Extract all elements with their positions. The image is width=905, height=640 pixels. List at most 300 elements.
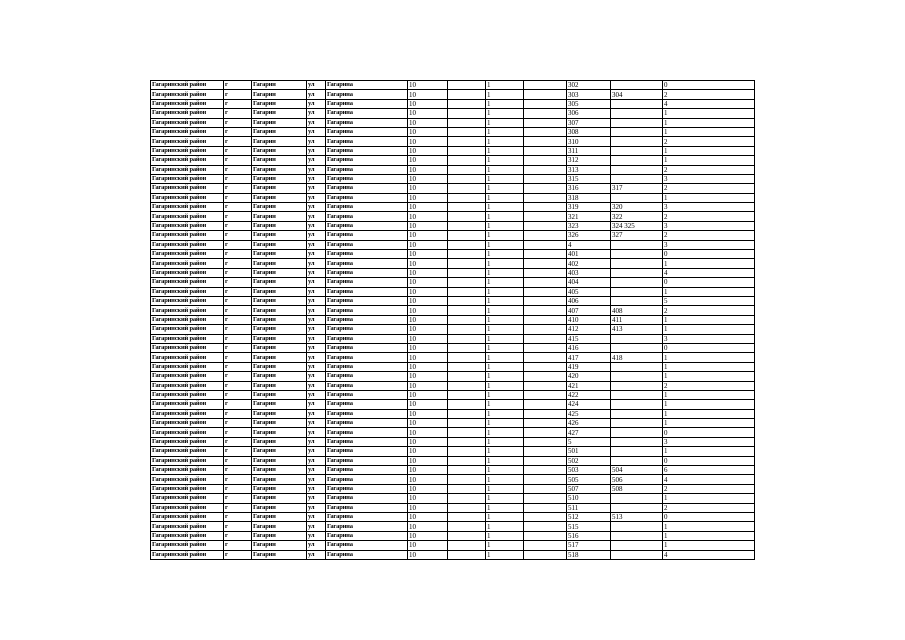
- district-cell: Гагаринский район: [151, 447, 224, 456]
- table-row: [151, 372, 755, 381]
- district-cell: Гагаринский район: [151, 156, 224, 165]
- table-row: [151, 334, 755, 343]
- empty-cell: [524, 419, 567, 428]
- count-cell: 6: [663, 466, 755, 475]
- house-cell: 318: [567, 193, 611, 202]
- table-row: [151, 428, 755, 437]
- settlement-cell: Гагарин: [252, 146, 307, 155]
- count-cell: 1: [663, 522, 755, 531]
- street-type-cell: ул: [307, 174, 326, 183]
- empty-cell: [524, 278, 567, 287]
- district-cell: Гагаринский район: [151, 494, 224, 503]
- house-extra-cell: [611, 137, 663, 146]
- district-cell: Гагаринский район: [151, 503, 224, 512]
- flag-cell: 1: [486, 127, 524, 136]
- empty-cell: [448, 184, 486, 193]
- settlement-type-cell: г: [224, 90, 252, 99]
- table-row: [151, 137, 755, 146]
- street-type-cell: ул: [307, 81, 326, 90]
- street-type-cell: ул: [307, 512, 326, 521]
- settlement-cell: Гагарин: [252, 353, 307, 362]
- district-cell: Гагаринский район: [151, 522, 224, 531]
- number-cell: 10: [408, 522, 448, 531]
- empty-cell: [448, 541, 486, 550]
- street-cell: Гагарина: [326, 372, 408, 381]
- settlement-type-cell: г: [224, 109, 252, 118]
- house-cell: 305: [567, 99, 611, 108]
- settlement-type-cell: г: [224, 203, 252, 212]
- empty-cell: [448, 503, 486, 512]
- number-cell: 10: [408, 268, 448, 277]
- house-cell: 5: [567, 437, 611, 446]
- settlement-cell: Гагарин: [252, 250, 307, 259]
- street-cell: Гагарина: [326, 212, 408, 221]
- empty-cell: [448, 240, 486, 249]
- empty-cell: [524, 400, 567, 409]
- street-cell: Гагарина: [326, 475, 408, 484]
- number-cell: 10: [408, 315, 448, 324]
- count-cell: 3: [663, 174, 755, 183]
- settlement-cell: Гагарин: [252, 419, 307, 428]
- street-type-cell: ул: [307, 127, 326, 136]
- house-cell: 310: [567, 137, 611, 146]
- number-cell: 10: [408, 240, 448, 249]
- number-cell: 10: [408, 381, 448, 390]
- street-cell: Гагарина: [326, 174, 408, 183]
- empty-cell: [524, 343, 567, 352]
- house-cell: 326: [567, 231, 611, 240]
- flag-cell: 1: [486, 550, 524, 559]
- count-cell: 1: [663, 325, 755, 334]
- flag-cell: 1: [486, 428, 524, 437]
- flag-cell: 1: [486, 109, 524, 118]
- empty-cell: [448, 231, 486, 240]
- house-cell: 407: [567, 306, 611, 315]
- street-type-cell: ул: [307, 325, 326, 334]
- house-cell: 307: [567, 118, 611, 127]
- number-cell: 10: [408, 400, 448, 409]
- empty-cell: [524, 306, 567, 315]
- flag-cell: 1: [486, 437, 524, 446]
- street-type-cell: ул: [307, 146, 326, 155]
- street-cell: Гагарина: [326, 522, 408, 531]
- house-extra-cell: 317: [611, 184, 663, 193]
- house-cell: 416: [567, 343, 611, 352]
- street-cell: Гагарина: [326, 494, 408, 503]
- street-type-cell: ул: [307, 466, 326, 475]
- flag-cell: 1: [486, 184, 524, 193]
- empty-cell: [448, 212, 486, 221]
- empty-cell: [448, 156, 486, 165]
- settlement-cell: Гагарин: [252, 137, 307, 146]
- house-extra-cell: [611, 381, 663, 390]
- street-cell: Гагарина: [326, 296, 408, 305]
- empty-cell: [524, 296, 567, 305]
- table-row: [151, 343, 755, 352]
- empty-cell: [524, 503, 567, 512]
- settlement-type-cell: г: [224, 278, 252, 287]
- settlement-type-cell: г: [224, 494, 252, 503]
- empty-cell: [524, 541, 567, 550]
- house-cell: 302: [567, 81, 611, 90]
- flag-cell: 1: [486, 81, 524, 90]
- count-cell: 0: [663, 81, 755, 90]
- flag-cell: 1: [486, 362, 524, 371]
- house-extra-cell: [611, 156, 663, 165]
- number-cell: 10: [408, 531, 448, 540]
- street-type-cell: ул: [307, 137, 326, 146]
- empty-cell: [448, 522, 486, 531]
- house-cell: 420: [567, 372, 611, 381]
- flag-cell: 1: [486, 456, 524, 465]
- settlement-cell: Гагарин: [252, 127, 307, 136]
- house-extra-cell: [611, 447, 663, 456]
- table-row: [151, 268, 755, 277]
- street-cell: Гагарина: [326, 343, 408, 352]
- house-extra-cell: 413: [611, 325, 663, 334]
- number-cell: 10: [408, 541, 448, 550]
- settlement-type-cell: г: [224, 127, 252, 136]
- house-cell: 516: [567, 531, 611, 540]
- count-cell: 2: [663, 484, 755, 493]
- flag-cell: 1: [486, 315, 524, 324]
- table-row: [151, 212, 755, 221]
- district-cell: Гагаринский район: [151, 146, 224, 155]
- house-cell: 405: [567, 287, 611, 296]
- empty-cell: [448, 259, 486, 268]
- house-extra-cell: 324 325: [611, 221, 663, 230]
- street-cell: Гагарина: [326, 456, 408, 465]
- number-cell: 10: [408, 81, 448, 90]
- street-cell: Гагарина: [326, 109, 408, 118]
- empty-cell: [524, 240, 567, 249]
- flag-cell: 1: [486, 494, 524, 503]
- flag-cell: 1: [486, 203, 524, 212]
- number-cell: 10: [408, 409, 448, 418]
- settlement-type-cell: г: [224, 362, 252, 371]
- settlement-type-cell: г: [224, 146, 252, 155]
- empty-cell: [524, 315, 567, 324]
- number-cell: 10: [408, 306, 448, 315]
- table-row: [151, 118, 755, 127]
- house-extra-cell: [611, 268, 663, 277]
- settlement-type-cell: г: [224, 409, 252, 418]
- table-row: [151, 512, 755, 521]
- table-row: [151, 259, 755, 268]
- street-type-cell: ул: [307, 447, 326, 456]
- number-cell: 10: [408, 250, 448, 259]
- house-extra-cell: [611, 240, 663, 249]
- street-cell: Гагарина: [326, 334, 408, 343]
- house-extra-cell: [611, 287, 663, 296]
- count-cell: 1: [663, 409, 755, 418]
- flag-cell: 1: [486, 334, 524, 343]
- empty-cell: [448, 287, 486, 296]
- empty-cell: [448, 419, 486, 428]
- count-cell: 1: [663, 118, 755, 127]
- table-row: [151, 193, 755, 202]
- flag-cell: 1: [486, 531, 524, 540]
- district-cell: Гагаринский район: [151, 90, 224, 99]
- settlement-type-cell: г: [224, 484, 252, 493]
- empty-cell: [524, 118, 567, 127]
- street-cell: Гагарина: [326, 428, 408, 437]
- empty-cell: [448, 437, 486, 446]
- table-row: [151, 390, 755, 399]
- settlement-type-cell: г: [224, 381, 252, 390]
- house-extra-cell: [611, 372, 663, 381]
- table-row: [151, 494, 755, 503]
- house-cell: 401: [567, 250, 611, 259]
- flag-cell: 1: [486, 90, 524, 99]
- flag-cell: 1: [486, 353, 524, 362]
- house-cell: 311: [567, 146, 611, 155]
- empty-cell: [448, 118, 486, 127]
- table-row: [151, 381, 755, 390]
- settlement-cell: Гагарин: [252, 475, 307, 484]
- house-cell: 412: [567, 325, 611, 334]
- settlement-cell: Гагарин: [252, 437, 307, 446]
- house-extra-cell: [611, 390, 663, 399]
- flag-cell: 1: [486, 466, 524, 475]
- table-row: [151, 146, 755, 155]
- count-cell: 2: [663, 231, 755, 240]
- empty-cell: [448, 353, 486, 362]
- settlement-type-cell: г: [224, 212, 252, 221]
- settlement-type-cell: г: [224, 447, 252, 456]
- count-cell: 5: [663, 296, 755, 305]
- house-cell: 316: [567, 184, 611, 193]
- number-cell: 10: [408, 278, 448, 287]
- empty-cell: [448, 268, 486, 277]
- street-type-cell: ул: [307, 296, 326, 305]
- address-table: [150, 80, 755, 560]
- empty-cell: [448, 531, 486, 540]
- district-cell: Гагаринский район: [151, 137, 224, 146]
- house-cell: 518: [567, 550, 611, 559]
- house-extra-cell: [611, 550, 663, 559]
- house-cell: 511: [567, 503, 611, 512]
- district-cell: Гагаринский район: [151, 278, 224, 287]
- street-cell: Гагарина: [326, 193, 408, 202]
- street-cell: Гагарина: [326, 315, 408, 324]
- house-cell: 502: [567, 456, 611, 465]
- count-cell: 2: [663, 137, 755, 146]
- number-cell: 10: [408, 184, 448, 193]
- flag-cell: 1: [486, 99, 524, 108]
- house-cell: 308: [567, 127, 611, 136]
- street-type-cell: ул: [307, 193, 326, 202]
- empty-cell: [524, 259, 567, 268]
- count-cell: 1: [663, 419, 755, 428]
- district-cell: Гагаринский район: [151, 127, 224, 136]
- empty-cell: [524, 466, 567, 475]
- empty-cell: [448, 456, 486, 465]
- house-extra-cell: [611, 174, 663, 183]
- house-extra-cell: 322: [611, 212, 663, 221]
- district-cell: Гагаринский район: [151, 193, 224, 202]
- house-cell: 406: [567, 296, 611, 305]
- empty-cell: [524, 522, 567, 531]
- street-cell: Гагарина: [326, 156, 408, 165]
- house-extra-cell: [611, 334, 663, 343]
- empty-cell: [448, 278, 486, 287]
- settlement-type-cell: г: [224, 353, 252, 362]
- count-cell: 2: [663, 184, 755, 193]
- district-cell: Гагаринский район: [151, 165, 224, 174]
- flag-cell: 1: [486, 146, 524, 155]
- count-cell: 3: [663, 203, 755, 212]
- flag-cell: 1: [486, 250, 524, 259]
- settlement-cell: Гагарин: [252, 362, 307, 371]
- empty-cell: [448, 447, 486, 456]
- empty-cell: [524, 334, 567, 343]
- street-type-cell: ул: [307, 334, 326, 343]
- settlement-type-cell: г: [224, 287, 252, 296]
- settlement-type-cell: г: [224, 512, 252, 521]
- settlement-type-cell: г: [224, 184, 252, 193]
- empty-cell: [448, 512, 486, 521]
- settlement-cell: Гагарин: [252, 296, 307, 305]
- settlement-cell: Гагарин: [252, 484, 307, 493]
- street-type-cell: ул: [307, 381, 326, 390]
- street-cell: Гагарина: [326, 137, 408, 146]
- number-cell: 10: [408, 99, 448, 108]
- flag-cell: 1: [486, 390, 524, 399]
- table-row: [151, 541, 755, 550]
- flag-cell: 1: [486, 193, 524, 202]
- house-cell: 323: [567, 221, 611, 230]
- settlement-cell: Гагарин: [252, 231, 307, 240]
- district-cell: Гагаринский район: [151, 174, 224, 183]
- house-extra-cell: [611, 428, 663, 437]
- house-extra-cell: [611, 494, 663, 503]
- count-cell: 1: [663, 531, 755, 540]
- settlement-cell: Гагарин: [252, 325, 307, 334]
- house-cell: 517: [567, 541, 611, 550]
- settlement-type-cell: г: [224, 334, 252, 343]
- empty-cell: [448, 137, 486, 146]
- empty-cell: [524, 212, 567, 221]
- count-cell: 0: [663, 250, 755, 259]
- count-cell: 1: [663, 146, 755, 155]
- settlement-cell: Гагарин: [252, 372, 307, 381]
- settlement-type-cell: г: [224, 118, 252, 127]
- number-cell: 10: [408, 90, 448, 99]
- count-cell: 1: [663, 259, 755, 268]
- street-type-cell: ул: [307, 550, 326, 559]
- settlement-type-cell: г: [224, 174, 252, 183]
- number-cell: 10: [408, 428, 448, 437]
- house-extra-cell: [611, 503, 663, 512]
- settlement-type-cell: г: [224, 466, 252, 475]
- count-cell: 2: [663, 306, 755, 315]
- street-cell: Гагарина: [326, 437, 408, 446]
- empty-cell: [448, 250, 486, 259]
- street-cell: Гагарина: [326, 231, 408, 240]
- settlement-type-cell: г: [224, 231, 252, 240]
- settlement-type-cell: г: [224, 541, 252, 550]
- table-row: [151, 221, 755, 230]
- street-cell: Гагарина: [326, 287, 408, 296]
- house-cell: 306: [567, 109, 611, 118]
- settlement-type-cell: г: [224, 165, 252, 174]
- street-type-cell: ул: [307, 90, 326, 99]
- street-cell: Гагарина: [326, 165, 408, 174]
- count-cell: 2: [663, 90, 755, 99]
- street-type-cell: ул: [307, 390, 326, 399]
- house-extra-cell: [611, 127, 663, 136]
- count-cell: 1: [663, 315, 755, 324]
- settlement-type-cell: г: [224, 296, 252, 305]
- house-extra-cell: [611, 118, 663, 127]
- district-cell: Гагаринский район: [151, 203, 224, 212]
- district-cell: Гагаринский район: [151, 484, 224, 493]
- street-type-cell: ул: [307, 221, 326, 230]
- street-cell: Гагарина: [326, 268, 408, 277]
- street-cell: Гагарина: [326, 118, 408, 127]
- number-cell: 10: [408, 550, 448, 559]
- flag-cell: 1: [486, 268, 524, 277]
- district-cell: Гагаринский район: [151, 512, 224, 521]
- district-cell: Гагаринский район: [151, 315, 224, 324]
- district-cell: Гагаринский район: [151, 362, 224, 371]
- empty-cell: [448, 203, 486, 212]
- settlement-type-cell: г: [224, 306, 252, 315]
- table-row: [151, 184, 755, 193]
- empty-cell: [524, 268, 567, 277]
- flag-cell: 1: [486, 137, 524, 146]
- settlement-type-cell: г: [224, 437, 252, 446]
- district-cell: Гагаринский район: [151, 343, 224, 352]
- table-row: [151, 475, 755, 484]
- empty-cell: [448, 334, 486, 343]
- flag-cell: 1: [486, 278, 524, 287]
- number-cell: 10: [408, 212, 448, 221]
- street-cell: Гагарина: [326, 503, 408, 512]
- empty-cell: [448, 315, 486, 324]
- count-cell: 1: [663, 362, 755, 371]
- empty-cell: [448, 90, 486, 99]
- house-cell: 319: [567, 203, 611, 212]
- flag-cell: 1: [486, 231, 524, 240]
- table-row: [151, 109, 755, 118]
- street-type-cell: ул: [307, 156, 326, 165]
- district-cell: Гагаринский район: [151, 296, 224, 305]
- house-extra-cell: [611, 193, 663, 202]
- count-cell: 0: [663, 456, 755, 465]
- district-cell: Гагаринский район: [151, 400, 224, 409]
- number-cell: 10: [408, 109, 448, 118]
- settlement-type-cell: г: [224, 315, 252, 324]
- settlement-cell: Гагарин: [252, 156, 307, 165]
- table-row: [151, 165, 755, 174]
- table-row: [151, 437, 755, 446]
- street-type-cell: ул: [307, 240, 326, 249]
- street-type-cell: ул: [307, 212, 326, 221]
- house-cell: 419: [567, 362, 611, 371]
- count-cell: 1: [663, 447, 755, 456]
- settlement-cell: Гагарин: [252, 381, 307, 390]
- table-row: [151, 419, 755, 428]
- flag-cell: 1: [486, 156, 524, 165]
- count-cell: 1: [663, 287, 755, 296]
- settlement-cell: Гагарин: [252, 268, 307, 277]
- empty-cell: [524, 456, 567, 465]
- street-type-cell: ул: [307, 428, 326, 437]
- settlement-type-cell: г: [224, 250, 252, 259]
- house-extra-cell: [611, 409, 663, 418]
